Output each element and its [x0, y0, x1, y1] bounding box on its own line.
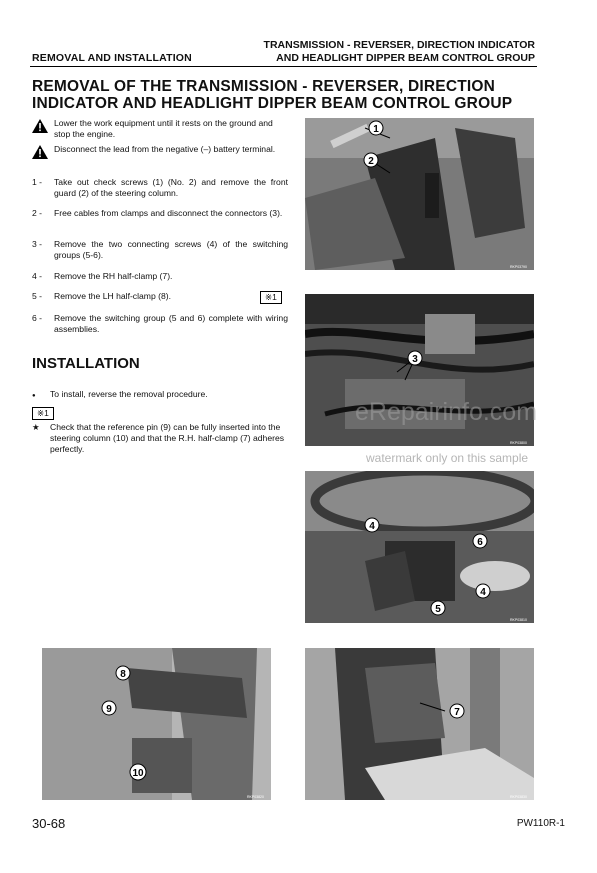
callout-1: 1 [373, 124, 379, 135]
callout-6: 6 [477, 537, 483, 548]
step-4 [32, 271, 288, 282]
step-number: 1 - [32, 177, 43, 187]
step-6 [32, 313, 288, 335]
warning-icon [32, 145, 48, 159]
callout-3: 3 [412, 354, 418, 365]
callout-2: 2 [368, 156, 374, 167]
callout-4a: 4 [369, 521, 375, 532]
warning-text-2: Disconnect the lead from the negative (–) battery terminal. [54, 144, 276, 154]
install-ref-mark: ※1 [32, 407, 54, 420]
check-text: Check that the reference pin (9) can be fully inserted into the steering column (10) and that the R.H. half-clamp (7) adheres perfectly. [50, 422, 285, 454]
step-text: Free cables from clamps and disconnect the connectors (3). [54, 208, 283, 218]
photo-rh-half-clamp [305, 648, 534, 800]
step-number: 4 - [32, 271, 43, 281]
warning-icon [32, 119, 48, 133]
figure-code: RKP03830 [510, 795, 527, 799]
installation-heading: INSTALLATION [32, 355, 140, 372]
header-right-line2: AND HEADLIGHT DIPPER BEAM CONTROL GROUP [276, 52, 535, 64]
step-text: Remove the LH half-clamp (8). [54, 291, 172, 301]
watermark-note: watermark only on this sample [366, 451, 529, 465]
callout-8: 8 [120, 669, 126, 680]
ref-mark: ※1 [260, 291, 282, 304]
step-number: 2 - [32, 208, 43, 218]
callout-4b: 4 [480, 587, 486, 598]
header-right [264, 39, 535, 65]
figure-code: RKP03820 [247, 795, 264, 799]
photo-switching-groups [305, 471, 534, 623]
step-text: Remove the RH half-clamp (7). [54, 271, 173, 281]
title-line2: INDICATOR AND HEADLIGHT DIPPER BEAM CONTROL GROUP [32, 95, 513, 112]
page-title [32, 78, 532, 112]
bullet-text: To install, reverse the removal procedure. [50, 389, 208, 399]
title-line1: REMOVAL OF THE TRANSMISSION - REVERSER, DIRECTION [32, 78, 496, 95]
figure-code: RKP03790 [510, 265, 527, 269]
step-2 [32, 208, 288, 230]
warning-2 [32, 144, 288, 166]
callout-5: 5 [435, 604, 441, 615]
callout-9: 9 [106, 704, 112, 715]
photo-lh-half-clamp [42, 648, 271, 800]
step-1 [32, 177, 288, 199]
model-code: PW110R-1 [516, 818, 565, 829]
step-text: Remove the switching group (5 and 6) complete with wiring assemblies. [54, 313, 288, 334]
warning-text-1: Lower the work equipment until it rests on the ground and stop the engine. [54, 118, 273, 139]
step-number: 6 - [32, 313, 43, 323]
header-left: REMOVAL AND INSTALLATION [32, 52, 192, 64]
step-text: Take out check screws (1) (No. 2) and remove the front guard (2) of the steering column. [54, 177, 288, 198]
header-right-line1: TRANSMISSION - REVERSER, DIRECTION INDICATOR [263, 39, 535, 51]
figure-code: RKP03800 [510, 441, 527, 445]
photo-steering-column-guard [305, 118, 534, 270]
figure-code: RKP03810 [510, 618, 527, 622]
warning-1 [32, 118, 288, 140]
star-icon: ★ [32, 422, 40, 432]
step-3 [32, 239, 288, 261]
step-5 [32, 291, 288, 302]
page-number: 30-68 [32, 816, 66, 831]
bullet-symbol: ● [32, 393, 36, 399]
callout-10: 10 [132, 768, 144, 779]
step-number: 3 - [32, 239, 43, 249]
watermark-site: eRepairinfo.com [355, 398, 538, 426]
callout-7: 7 [454, 707, 460, 718]
header-rule [30, 66, 537, 67]
step-number: 5 - [32, 291, 43, 301]
step-text: Remove the two connecting screws (4) of the switching groups (5-6). [54, 239, 288, 260]
